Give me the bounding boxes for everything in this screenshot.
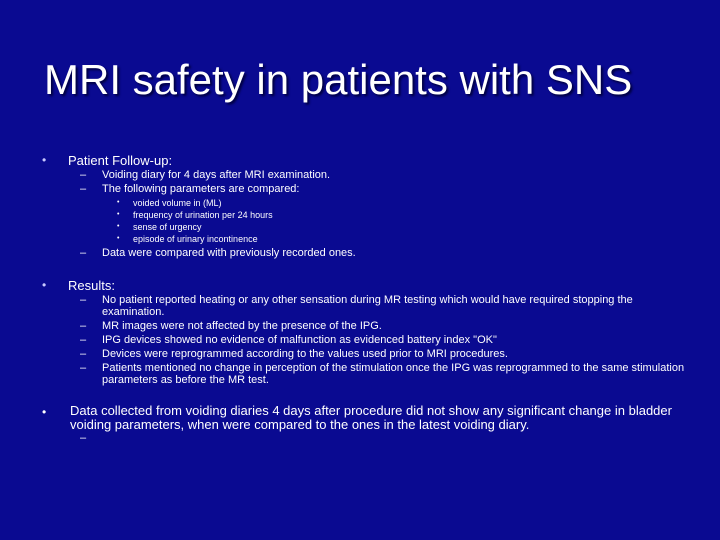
bullet-icon: •	[117, 211, 120, 218]
bullet-icon: •	[42, 153, 47, 167]
dash-icon: –	[80, 183, 87, 195]
bullet-icon: •	[117, 223, 120, 230]
results-heading: Results:	[68, 278, 115, 293]
dash-icon: –	[80, 348, 87, 360]
result-item: MR images were not affected by the presence of the IPG.	[102, 320, 382, 332]
followup-item: The following parameters are compared:	[102, 183, 300, 195]
result-item: No patient reported heating or any other sensation during MR testing which would have required stopping the examination.	[102, 294, 633, 318]
bullet-icon: •	[117, 199, 120, 206]
dash-icon: –	[80, 169, 87, 181]
dash-icon: –	[80, 320, 87, 332]
followup-heading: Patient Follow-up:	[68, 153, 173, 168]
slide-title: MRI safety in patients with SNS	[44, 56, 633, 103]
parameter-item: frequency of urination per 24 hours	[133, 210, 273, 220]
dash-icon: –	[80, 247, 87, 259]
parameter-item: episode of urinary incontinence	[133, 234, 258, 244]
bullet-icon: •	[117, 235, 120, 242]
dash-icon: –	[80, 294, 87, 306]
result-item: Patients mentioned no change in perception of the stimulation once the IPG was reprogrammed to the same stimulation parameters as before the MR test.	[102, 362, 685, 386]
followup-item: Data were compared with previously recorded ones.	[102, 247, 356, 259]
dash-icon: –	[80, 334, 87, 346]
dash-icon: –	[80, 362, 87, 374]
result-item: Devices were reprogrammed according to the values used prior to MRI procedures.	[102, 348, 508, 360]
bullet-icon: •	[42, 278, 47, 292]
followup-item: Voiding diary for 4 days after MRI examination.	[102, 169, 331, 181]
parameter-item: voided volume in (ML)	[133, 198, 222, 208]
parameter-item: sense of urgency	[133, 222, 202, 232]
conclusion-text: Data collected from voiding diaries 4 days after procedure did not show any significant change in bladder voiding parameters, when were compared to the ones in the latest voiding diary.	[70, 403, 672, 432]
bullet-icon: •	[42, 405, 47, 419]
dash-icon: –	[80, 432, 87, 444]
result-item: IPG devices showed no evidence of malfunction as evidenced battery index "OK"	[102, 334, 497, 346]
